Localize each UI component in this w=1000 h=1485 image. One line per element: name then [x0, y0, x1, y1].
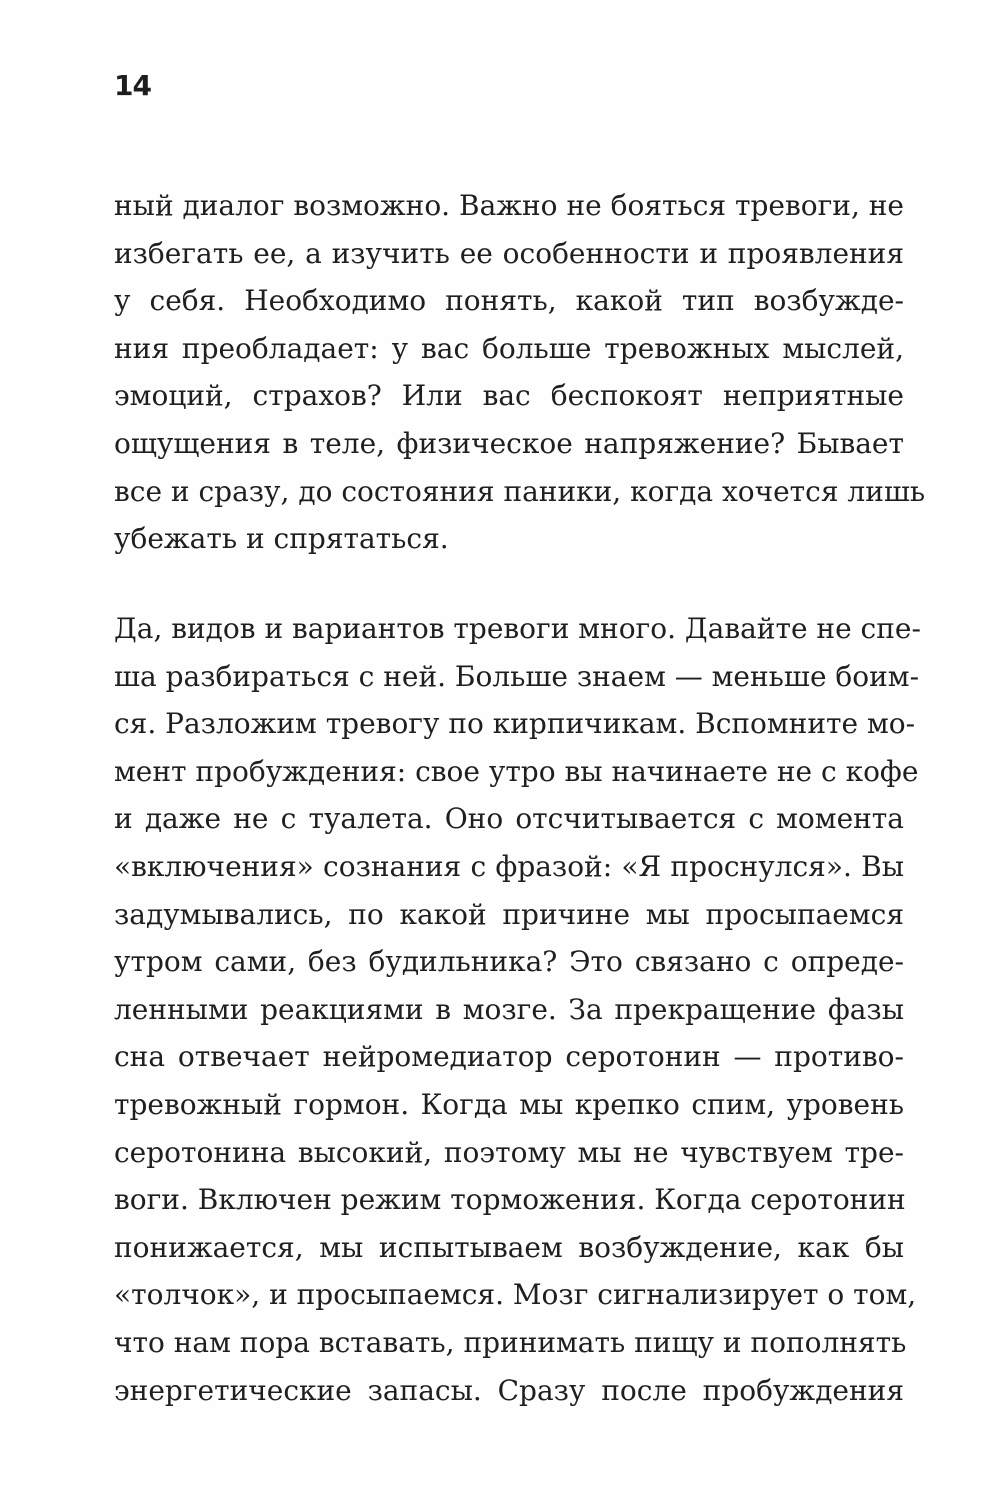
- text-line: ся. Разложим тревогу по кирпичикам. Вспомните мо-: [114, 707, 916, 741]
- text-line: тревожный гормон. Когда мы крепко спим, уровень: [114, 1087, 904, 1121]
- text-line: ния преобладает: у вас больше тревожных мыслей,: [114, 331, 904, 365]
- text-line: ленными реакциями в мозге. За прекращение фазы: [114, 992, 904, 1026]
- text-line: энергетические запасы. Сразу после пробуждения: [114, 1373, 904, 1407]
- text-line: у себя. Необходимо понять, какой тип возбужде-: [114, 284, 904, 318]
- text-line: утром сами, без будильника? Это связано с опреде-: [114, 945, 904, 979]
- text-line: ша разбираться с ней. Больше знаем — меньше боим-: [114, 659, 920, 693]
- page-number: 14: [114, 69, 151, 102]
- text-line: задумывались, по какой причине мы просыпаемся: [114, 897, 904, 931]
- text-line: все и сразу, до состояния паники, когда хочется лишь: [114, 474, 926, 508]
- text-line: эмоций, страхов? Или вас беспокоят неприятные: [114, 379, 904, 413]
- text-line: сна отвечает нейромедиатор серотонин — противо-: [114, 1040, 904, 1074]
- text-line: понижается, мы испытываем возбуждение, как бы: [114, 1230, 904, 1264]
- text-line: «включения» сознания с фразой: «Я проснулся». Вы: [114, 849, 904, 883]
- paragraph-1: [114, 182, 926, 563]
- text-line: и даже не с туалета. Оно отсчитывается с момента: [114, 802, 904, 836]
- text-line: «толчок», и просыпаемся. Мозг сигнализирует о том,: [114, 1278, 917, 1312]
- text-line: ный диалог возможно. Важно не бояться тревоги, не: [114, 189, 904, 222]
- text-line: ощущения в теле, физическое напряжение? Бывает: [114, 426, 904, 460]
- text-line: Да, видов и вариантов тревоги много. Давайте не спе-: [114, 612, 921, 645]
- text-line: мент пробуждения: свое утро вы начинаете не с кофе: [114, 754, 919, 788]
- text-line: серотонина высокий, поэтому мы не чувствуем тре-: [114, 1135, 904, 1169]
- text-line: что нам пора вставать, принимать пищу и пополнять: [114, 1325, 907, 1359]
- paragraph-2: [114, 605, 921, 1414]
- text-line: убежать и спрятаться.: [114, 522, 449, 556]
- text-line: избегать ее, а изучить ее особенности и проявления: [114, 236, 904, 270]
- text-line: воги. Включен режим торможения. Когда серотонин: [114, 1183, 906, 1217]
